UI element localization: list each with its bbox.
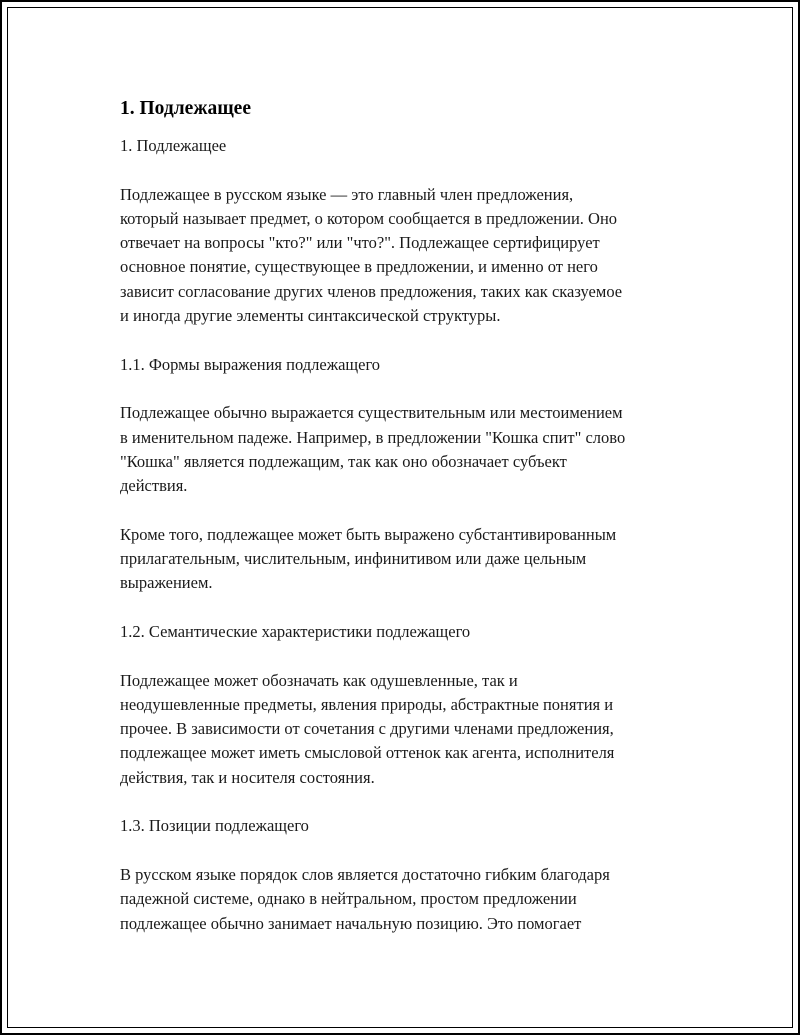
text-line: подлежащее может иметь смысловой оттенок как агента, исполнителя: [120, 743, 615, 763]
text-line: 1.1. Формы выражения подлежащего: [120, 354, 381, 374]
text-line: "Кошка" является подлежащим, так как оно обозначает субъект: [120, 451, 567, 471]
text-line: неодушевленные предметы, явления природы, абстрактные понятия и: [120, 694, 614, 714]
subsection-heading-1-2: [120, 620, 700, 644]
paragraph-forms: [120, 401, 700, 498]
text-line: Подлежащее обычно выражается существительным или местоимением: [120, 403, 623, 423]
text-line: в именительном падеже. Например, в предложении "Кошка спит" слово: [120, 427, 626, 447]
text-line: 1.3. Позиции подлежащего: [120, 816, 309, 836]
text-line: зависит согласование других членов предложения, таких как сказуемое: [120, 281, 623, 301]
text-line: 1. Подлежащее: [120, 136, 227, 155]
text-line: действия.: [120, 476, 188, 496]
document-heading: 1. Подлежащее: [120, 98, 251, 119]
text-line: подлежащее обычно занимает начальную позицию. Это помогает: [120, 913, 582, 933]
text-line: который называет предмет, о котором сообщается в предложении. Оно: [120, 208, 618, 228]
text-line: В русском языке порядок слов является достаточно гибким благодаря: [120, 864, 610, 884]
subsection-heading-1-3: [120, 814, 700, 838]
text-line: основное понятие, существующее в предложении, и именно от него: [120, 257, 598, 277]
paragraph-forms-extra: [120, 523, 700, 596]
text-line: отвечает на вопросы "кто?" или "что?". Подлежащее сертифицирует: [120, 233, 600, 253]
subsection-heading-1-1: [120, 353, 700, 377]
paragraph-section-label: [120, 134, 700, 158]
text-line: и иногда другие элементы синтаксической структуры.: [120, 306, 501, 326]
paragraph-semantics: [120, 669, 700, 790]
text-line: Подлежащее в русском языке — это главный член предложения,: [120, 184, 574, 204]
text-line: Подлежащее может обозначать как одушевленные, так и: [120, 670, 518, 690]
text-line: прилагательным, числительным, инфинитивом или даже цельным: [120, 549, 587, 569]
document-content: [120, 96, 700, 960]
text-line: падежной системе, однако в нейтральном, простом предложении: [120, 889, 577, 909]
text-line: 1.2. Семантические характеристики подлежащего: [120, 621, 471, 641]
paragraph-positions: [120, 863, 700, 936]
text-line: прочее. В зависимости от сочетания с другими членами предложения,: [120, 719, 614, 739]
text-line: Кроме того, подлежащее может быть выражено субстантивированным: [120, 524, 617, 544]
paragraph-definition: [120, 183, 700, 329]
text-line: действия, так и носителя состояния.: [120, 767, 375, 787]
text-line: выражением.: [120, 573, 213, 593]
